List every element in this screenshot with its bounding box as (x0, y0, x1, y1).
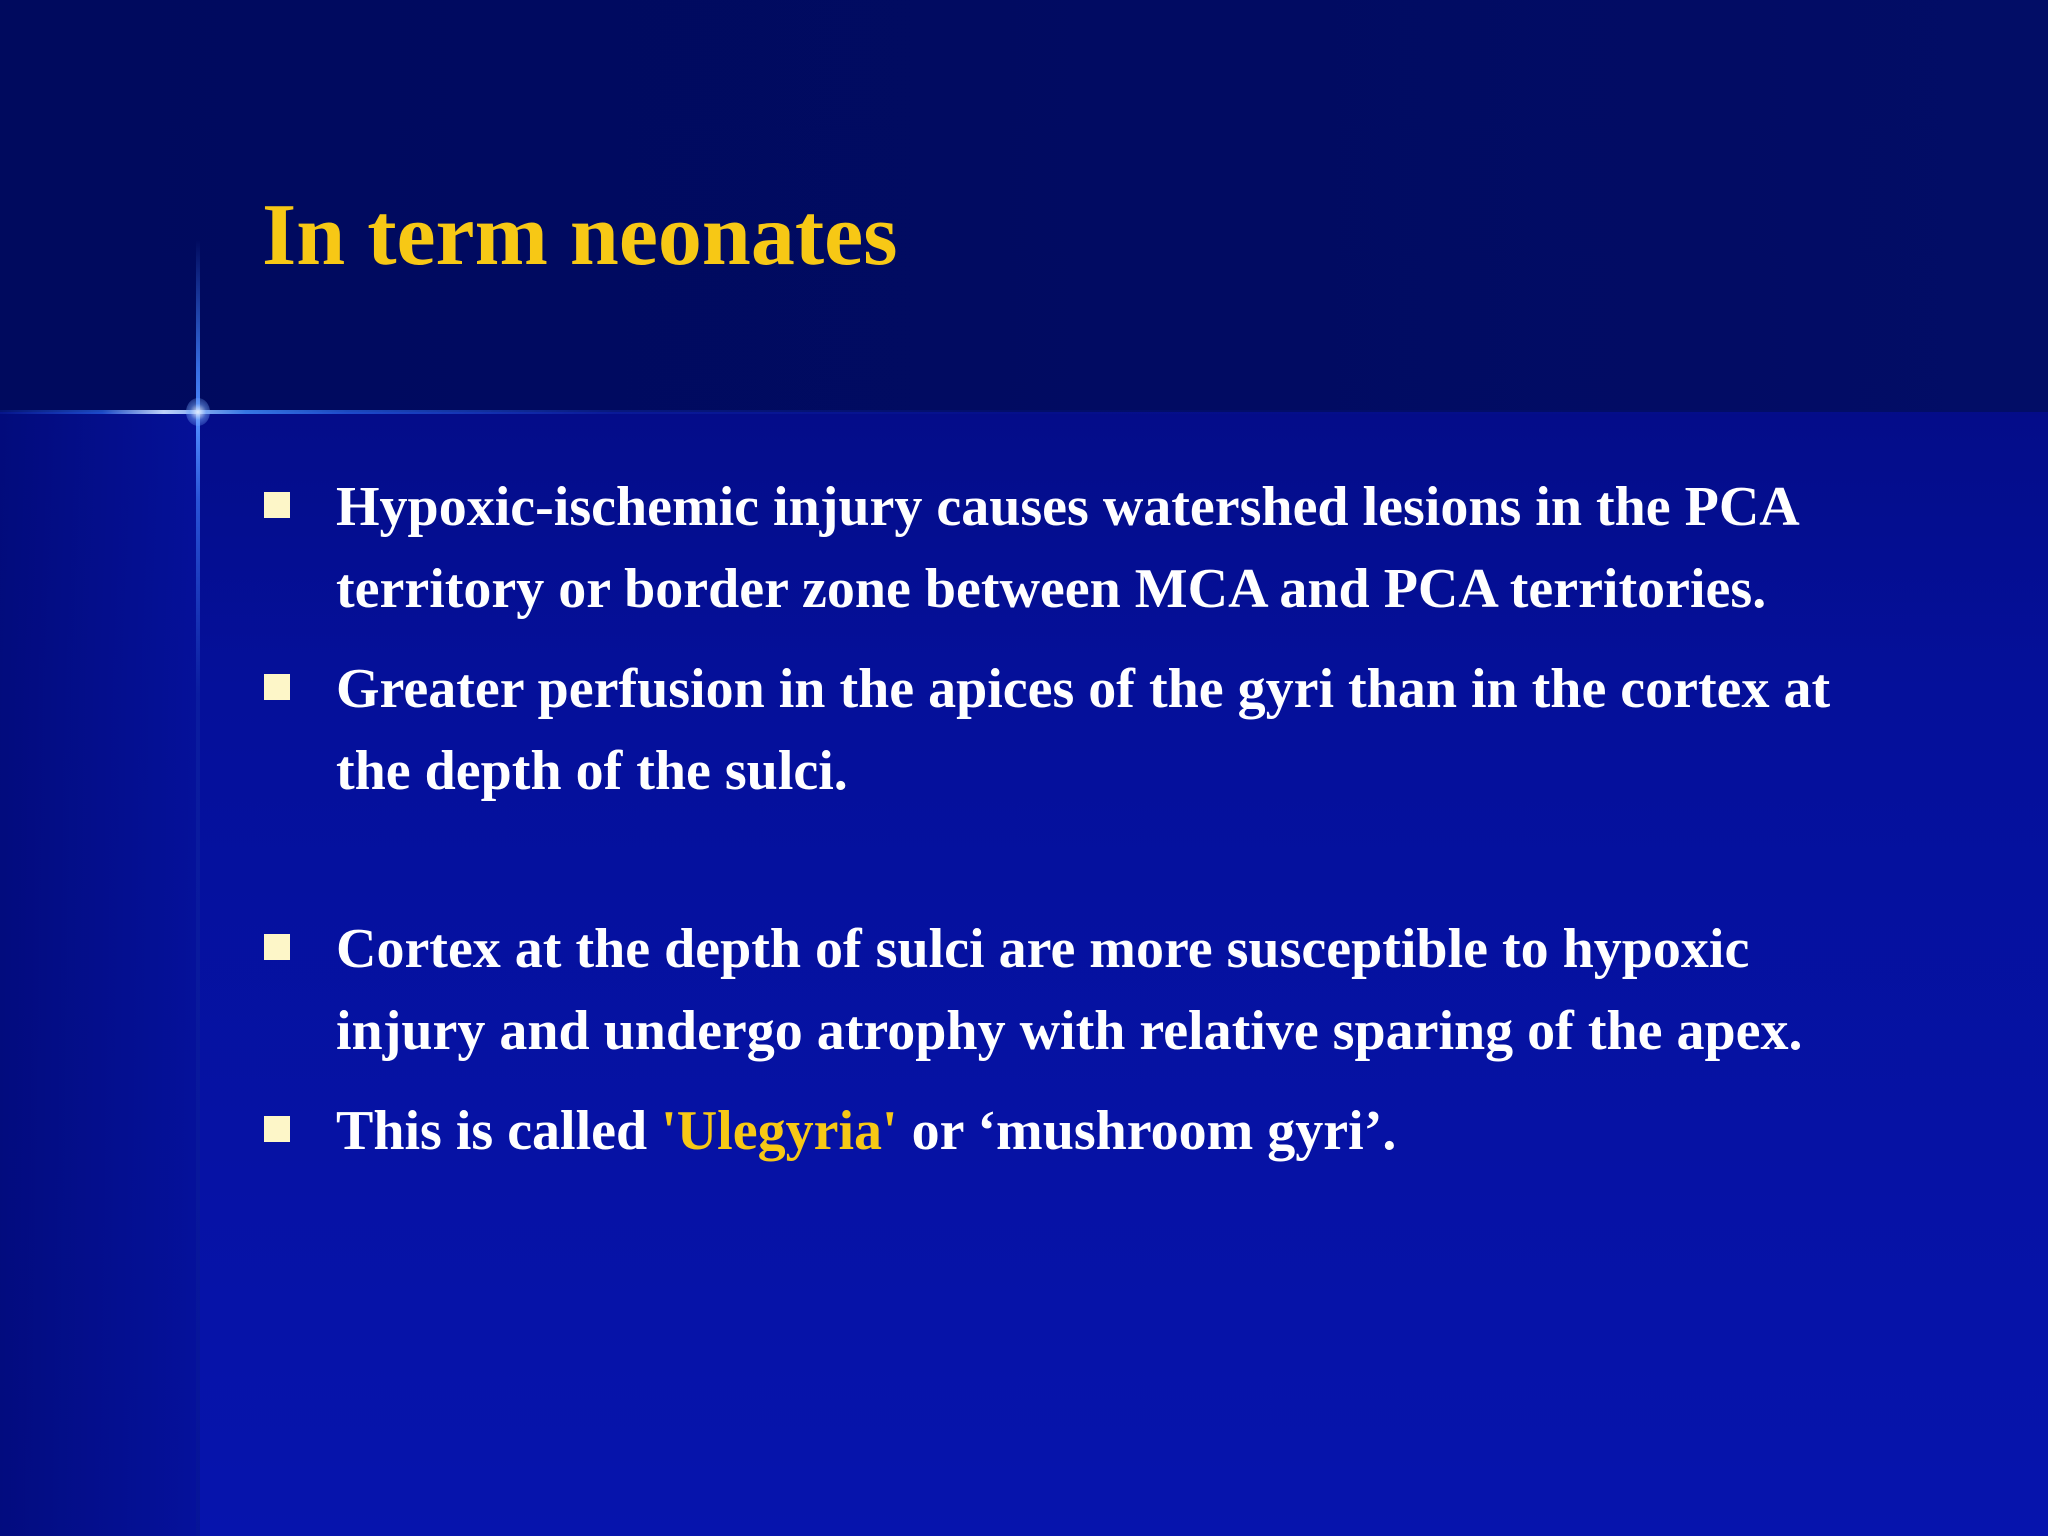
bullet-list (262, 466, 1902, 1190)
bullet-item (262, 908, 1902, 1072)
bullet-text-suffix: or ‘mushroom gyri’. (897, 1100, 1397, 1162)
bullet-item (262, 466, 1902, 630)
square-bullet-icon (264, 492, 290, 518)
square-bullet-icon (264, 1116, 290, 1142)
square-bullet-icon (264, 674, 290, 700)
vertical-accent-line (196, 240, 200, 1536)
bullet-text: Cortex at the depth of sulci are more susceptible to hypoxic injury and undergo atrophy with relative sparing of the apex. (336, 918, 1803, 1062)
bullet-text-prefix: This is called (336, 1100, 662, 1162)
bullet-text: Hypoxic-ischemic injury causes watershed lesions in the PCA territory or border zone between MCA and PCA territories. (336, 476, 1797, 620)
horizontal-accent-line (0, 410, 2048, 414)
left-accent-band (0, 412, 200, 1536)
accent-glow (186, 398, 210, 426)
slide-title: In term neonates (262, 187, 898, 284)
bullet-item (262, 1090, 1902, 1172)
square-bullet-icon (264, 934, 290, 960)
bullet-text: Greater perfusion in the apices of the gyri than in the cortex at the depth of the sulci. (336, 658, 1831, 802)
bullet-item (262, 648, 1902, 812)
highlighted-term: 'Ulegyria' (661, 1100, 898, 1162)
